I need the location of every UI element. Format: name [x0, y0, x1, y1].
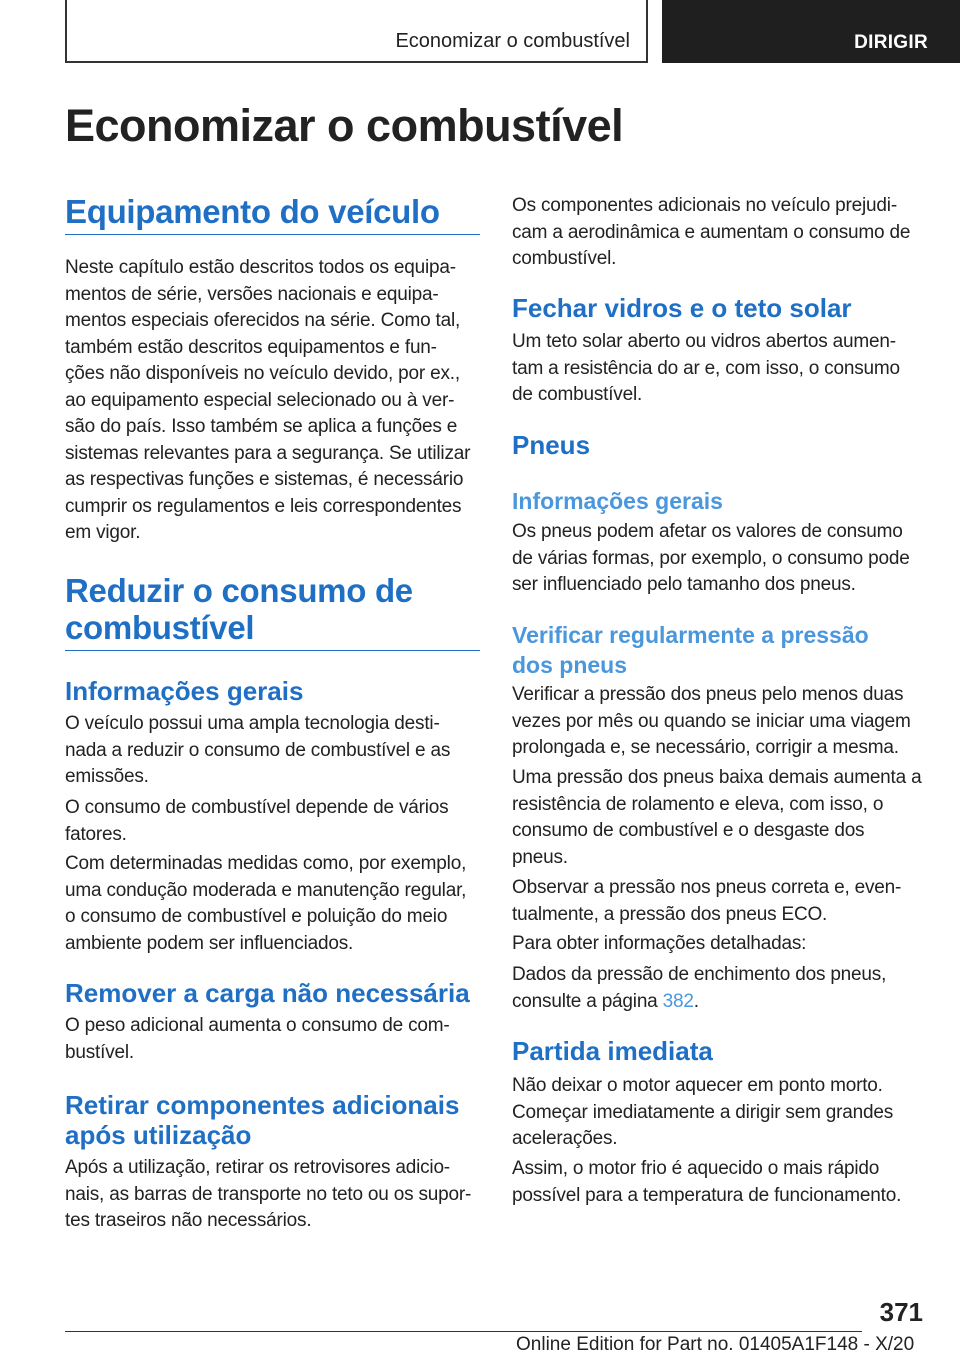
check-pressure-paragraph-2	[512, 765, 926, 871]
paragraph-line: Verificar a pressão dos pneus pelo menos duas	[512, 684, 904, 705]
paragraph-line: Um teto solar aberto ou vidros abertos aumen-	[512, 331, 896, 352]
general-info-section	[65, 676, 480, 706]
heading-line: dos pneus	[512, 652, 628, 678]
check-pressure-paragraph-4	[512, 931, 926, 958]
paragraph-line: Dados da pressão de enchimento dos pneus,	[512, 964, 887, 985]
paragraph-line: emissões.	[65, 766, 149, 787]
footer-divider	[65, 1331, 862, 1332]
paragraph-line: Observar a pressão nos pneus correta e, even-	[512, 877, 902, 898]
header-chapter-tab	[662, 0, 960, 63]
paragraph-line: Com determinadas medidas como, por exemplo,	[65, 853, 467, 874]
paragraph-line: as respectivas funções e sistemas, é necessário	[65, 469, 464, 490]
paragraph-line: O consumo de combustível depende de vários	[65, 797, 449, 818]
paragraph-line: combustível.	[512, 248, 617, 269]
immediate-start-heading: Partida imediata	[512, 1036, 713, 1066]
paragraph-line: nada a reduzir o consumo de combustível e as	[65, 739, 451, 761]
heading-line: Reduzir o consumo de	[65, 572, 413, 609]
paragraph-line: acelerações.	[512, 1128, 618, 1149]
paragraph-line: Começar imediatamente a dirigir sem grandes	[512, 1101, 894, 1123]
paragraph-line: mentos especiais oferecidos na série. Como tal,	[65, 310, 461, 331]
paragraph-line: Para obter informações detalhadas:	[512, 933, 807, 954]
paragraph-line: Os componentes adicionais no veículo prejudi-	[512, 195, 897, 216]
close-windows-section	[512, 293, 926, 323]
check-pressure-paragraph-3	[512, 875, 926, 928]
paragraph-line: O peso adicional aumenta o consumo de com-	[65, 1015, 450, 1036]
paragraph-line	[512, 989, 926, 1016]
check-pressure-section	[512, 620, 926, 680]
intro-paragraph	[512, 193, 926, 273]
page-number: 371	[879, 1297, 923, 1327]
tires-heading: Pneus	[512, 430, 591, 460]
tires-section	[512, 430, 926, 460]
general-info-paragraph-3	[65, 851, 480, 957]
paragraph-line: Após a utilização, retirar os retrovisores adicio-	[65, 1157, 450, 1178]
paragraph-line: prolongada e, se necessário, corrigir a mesma.	[512, 737, 899, 758]
paragraph-line: ser influenciado pelo tamanho dos pneus.	[512, 574, 856, 595]
paragraph-line: resistência de rolamento e eleva, com isso, o	[512, 793, 884, 815]
paragraph-line: consumo de combustível e o desgaste dos	[512, 820, 865, 841]
paragraph-line: ao equipamento especial selecionado ou à ver-	[65, 389, 455, 411]
paragraph-line: Neste capítulo estão descritos todos os equipa-	[65, 257, 456, 278]
immediate-start-paragraph-2	[512, 1156, 926, 1209]
immediate-start-paragraph-1	[512, 1073, 926, 1153]
remove-load-paragraph	[65, 1013, 480, 1066]
reference-suffix: .	[693, 990, 699, 1012]
equipment-section	[65, 193, 480, 235]
tires-info-section	[512, 486, 926, 516]
paragraph-line: ambiente podem ser influenciados.	[65, 932, 354, 954]
paragraph-line: Uma pressão dos pneus baixa demais aumenta a	[512, 767, 922, 788]
reduce-consumption-heading	[65, 572, 480, 651]
reduce-consumption-section	[65, 572, 480, 651]
check-pressure-paragraph-1	[512, 682, 926, 762]
paragraph-line: Assim, o motor frio é aquecido o mais rápido	[512, 1158, 880, 1179]
heading-line: combustível	[65, 609, 255, 646]
remove-components-heading	[65, 1090, 480, 1150]
paragraph-line: também estão descritos equipamentos e fun-	[65, 336, 437, 358]
paragraph-line: tes traseiros não necessários.	[65, 1210, 312, 1231]
paragraph-line: cumprir os regulamentos e leis correspondentes	[65, 495, 462, 517]
tires-info-heading: Informações gerais	[512, 488, 723, 514]
header-section-box	[65, 0, 648, 63]
paragraph-line: pneus.	[512, 846, 568, 868]
heading-line: após utilização	[65, 1120, 252, 1150]
immediate-start-section	[512, 1036, 926, 1066]
paragraph-line: vezes por mês ou quando se iniciar uma viagem	[512, 710, 911, 732]
paragraph-line: uma condução moderada e manutenção regular,	[65, 879, 467, 901]
equipment-paragraph	[65, 255, 480, 547]
paragraph-line: são do país. Isso também se aplica a funções e	[65, 416, 458, 437]
paragraph-line: mentos de série, versões nacionais e equipa-	[65, 283, 439, 305]
reference-text: consulte a página	[512, 990, 663, 1012]
paragraph-line: possível para a temperatura de funcionamento.	[512, 1184, 902, 1206]
check-pressure-paragraph-5	[512, 962, 926, 1015]
paragraph-line: cam a aerodinâmica e aumentam o consumo de	[512, 221, 911, 243]
paragraph-line: de combustível.	[512, 384, 643, 405]
tires-info-paragraph	[512, 519, 926, 599]
paragraph-line: sistemas relevantes para a segurança. Se utilizar	[65, 442, 471, 464]
heading-line: Retirar componentes adicionais	[65, 1090, 460, 1120]
paragraph-line: ções não disponíveis no veículo devido, por ex.,	[65, 363, 460, 384]
remove-load-heading: Remover a carga não necessária	[65, 978, 470, 1008]
equipment-heading: Equipamento do veículo	[65, 193, 480, 235]
paragraph-line: em vigor.	[65, 522, 141, 543]
general-info-paragraph-1	[65, 711, 480, 791]
footer-edition: Online Edition for Part no. 01405A1F148 - X/20	[516, 1334, 915, 1355]
close-windows-heading: Fechar vidros e o teto solar	[512, 293, 852, 323]
paragraph-line: Não deixar o motor aquecer em ponto morto.	[512, 1075, 883, 1096]
page-title: Economizar o combustível	[65, 100, 624, 151]
heading-line: Verificar regularmente a pressão	[512, 622, 869, 648]
paragraph-line: O veículo possui uma ampla tecnologia desti-	[65, 713, 440, 734]
close-windows-paragraph	[512, 329, 926, 409]
remove-load-section	[65, 978, 480, 1008]
general-info-heading: Informações gerais	[65, 676, 304, 706]
paragraph-line: nais, as barras de transporte no teto ou os supor-	[65, 1183, 472, 1205]
page-reference-link[interactable]: 382	[662, 990, 694, 1012]
header-chapter-label: DIRIGIR	[854, 32, 928, 53]
remove-components-paragraph	[65, 1155, 480, 1235]
paragraph-line: tam a resistência do ar e, com isso, o consumo	[512, 357, 900, 379]
header-section-title: Economizar o combustível	[395, 30, 630, 52]
general-info-paragraph-2	[65, 795, 480, 848]
paragraph-line: de várias formas, por exemplo, o consumo pode	[512, 547, 910, 569]
remove-components-section	[65, 1090, 480, 1150]
paragraph-line: o consumo de combustível e poluição do meio	[65, 906, 448, 927]
paragraph-line: tualmente, a pressão dos pneus ECO.	[512, 903, 828, 925]
paragraph-line: bustível.	[65, 1041, 134, 1063]
paragraph-line: Os pneus podem afetar os valores de consumo	[512, 521, 903, 542]
check-pressure-heading	[512, 620, 926, 680]
paragraph-line: fatores.	[65, 823, 127, 845]
